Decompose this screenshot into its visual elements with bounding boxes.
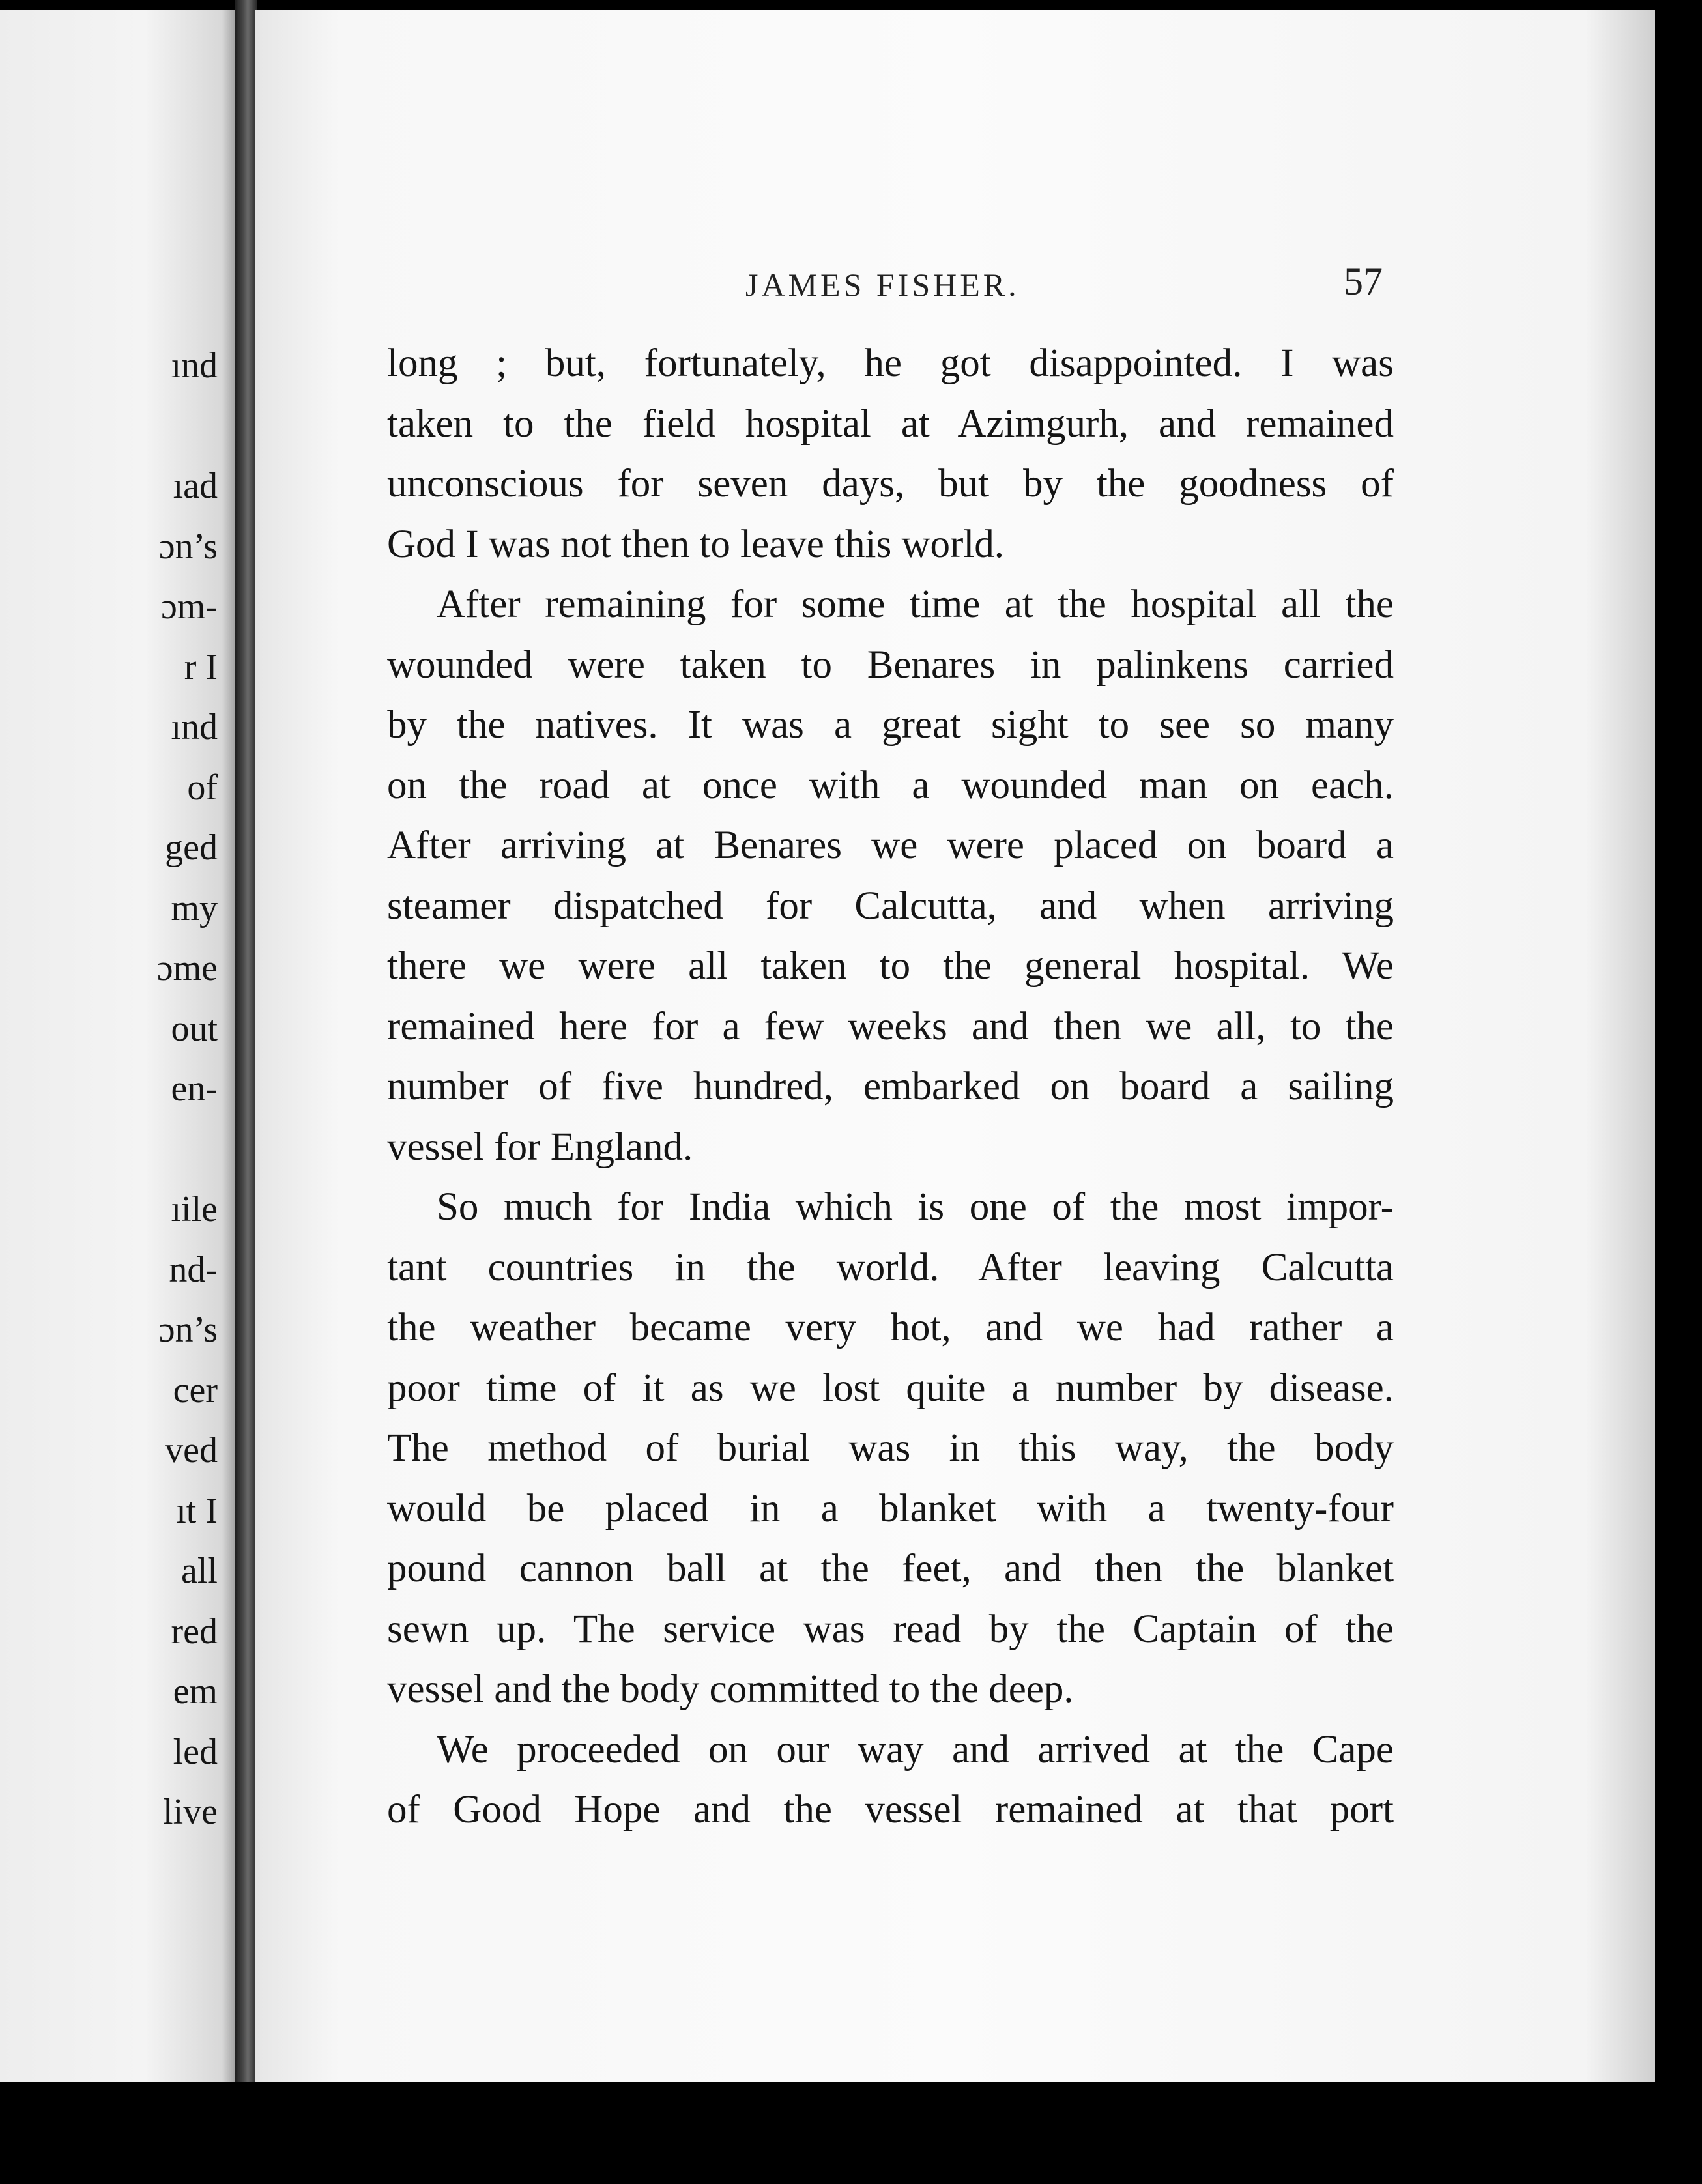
text-line: remained here for a few weeks and then we all, to the <box>387 1004 1394 1048</box>
text-line: long ; but, fortunately, he got disappointed. I was <box>387 341 1394 385</box>
left-page-fragment: live <box>163 1792 218 1832</box>
left-page-fragment: r I <box>184 646 218 687</box>
left-page-fragment: of <box>187 767 218 808</box>
running-head: JAMES FISHER. <box>745 266 1020 303</box>
left-page-fragment: en- <box>171 1069 218 1109</box>
left-page-fragment: red <box>171 1611 218 1652</box>
text-line: poor time of it as we lost quite a number by disease. <box>387 1366 1394 1410</box>
book-gutter <box>235 0 257 2085</box>
text-line: pound cannon ball at the feet, and then the blanket <box>387 1547 1394 1590</box>
text-line: After arriving at Benares we were placed on board a <box>387 824 1394 867</box>
page-number: 57 <box>1344 260 1383 303</box>
left-page-fragment: ıad <box>173 466 218 506</box>
left-page-fragment: ıt I <box>176 1490 218 1531</box>
text-line: taken to the field hospital at Azimgurh, and remained <box>387 401 1394 446</box>
left-page-fragment: my <box>171 887 218 928</box>
left-page-fragment: cer <box>173 1370 218 1411</box>
text-line: vessel and the body committed to the deep. <box>387 1667 1074 1711</box>
left-page-fragment: ɔn’s <box>158 1310 218 1350</box>
scan-bottom-border <box>0 2082 1702 2184</box>
text-line: tant countries in the world. After leaving Calcutta <box>387 1245 1394 1289</box>
text-line: After remaining for some time at the hospital all the <box>437 582 1394 626</box>
left-page-fragment: ɔm- <box>160 586 218 627</box>
text-line: steamer dispatched for Calcutta, and when arriving <box>387 884 1394 928</box>
text-line: on the road at once with a wounded man on each. <box>387 763 1394 807</box>
left-page-fragment: ved <box>165 1430 218 1471</box>
body-text <box>387 334 1394 1841</box>
text-line: would be placed in a blanket with a twenty-four <box>387 1486 1394 1530</box>
text-line: by the natives. It was a great sight to see so many <box>387 703 1394 747</box>
left-page-fragment: ıile <box>171 1189 218 1229</box>
text-line: So much for India which is one of the most impor- <box>437 1185 1394 1229</box>
left-page-fragment: ɔn’s <box>158 526 218 567</box>
left-page-fragment: ınd <box>171 345 218 386</box>
text-line: vessel for England. <box>387 1125 693 1169</box>
left-page-fragment: all <box>181 1551 218 1591</box>
text-line: there we were all taken to the general hospital. We <box>387 944 1394 988</box>
left-page-fragment: em <box>173 1671 218 1712</box>
right-page-edge <box>1655 0 1702 2184</box>
text-line: We proceeded on our way and arrived at the Cape <box>437 1727 1394 1772</box>
text-line: The method of burial was in this way, the body <box>387 1426 1394 1470</box>
text-line: number of five hundred, embarked on board a sailing <box>387 1065 1394 1108</box>
text-line: sewn up. The service was read by the Captain of the <box>387 1607 1394 1651</box>
text-line: the weather became very hot, and we had rather a <box>387 1306 1394 1349</box>
text-line: wounded were taken to Benares in palinkens carried <box>387 642 1394 687</box>
left-page-fragment: nd- <box>169 1249 218 1290</box>
left-page-fragment: led <box>173 1731 218 1772</box>
text-line: unconscious for seven days, but by the goodness of <box>387 462 1394 506</box>
left-page-edge <box>0 10 241 2082</box>
left-page-fragment: ged <box>165 827 218 868</box>
left-page-fragment: out <box>171 1008 218 1049</box>
text-line: God I was not then to leave this world. <box>387 522 1005 566</box>
left-page-fragment: ınd <box>171 707 218 747</box>
text-line: of Good Hope and the vessel remained at that port <box>387 1788 1394 1832</box>
left-page-fragment: ɔme <box>156 948 218 988</box>
